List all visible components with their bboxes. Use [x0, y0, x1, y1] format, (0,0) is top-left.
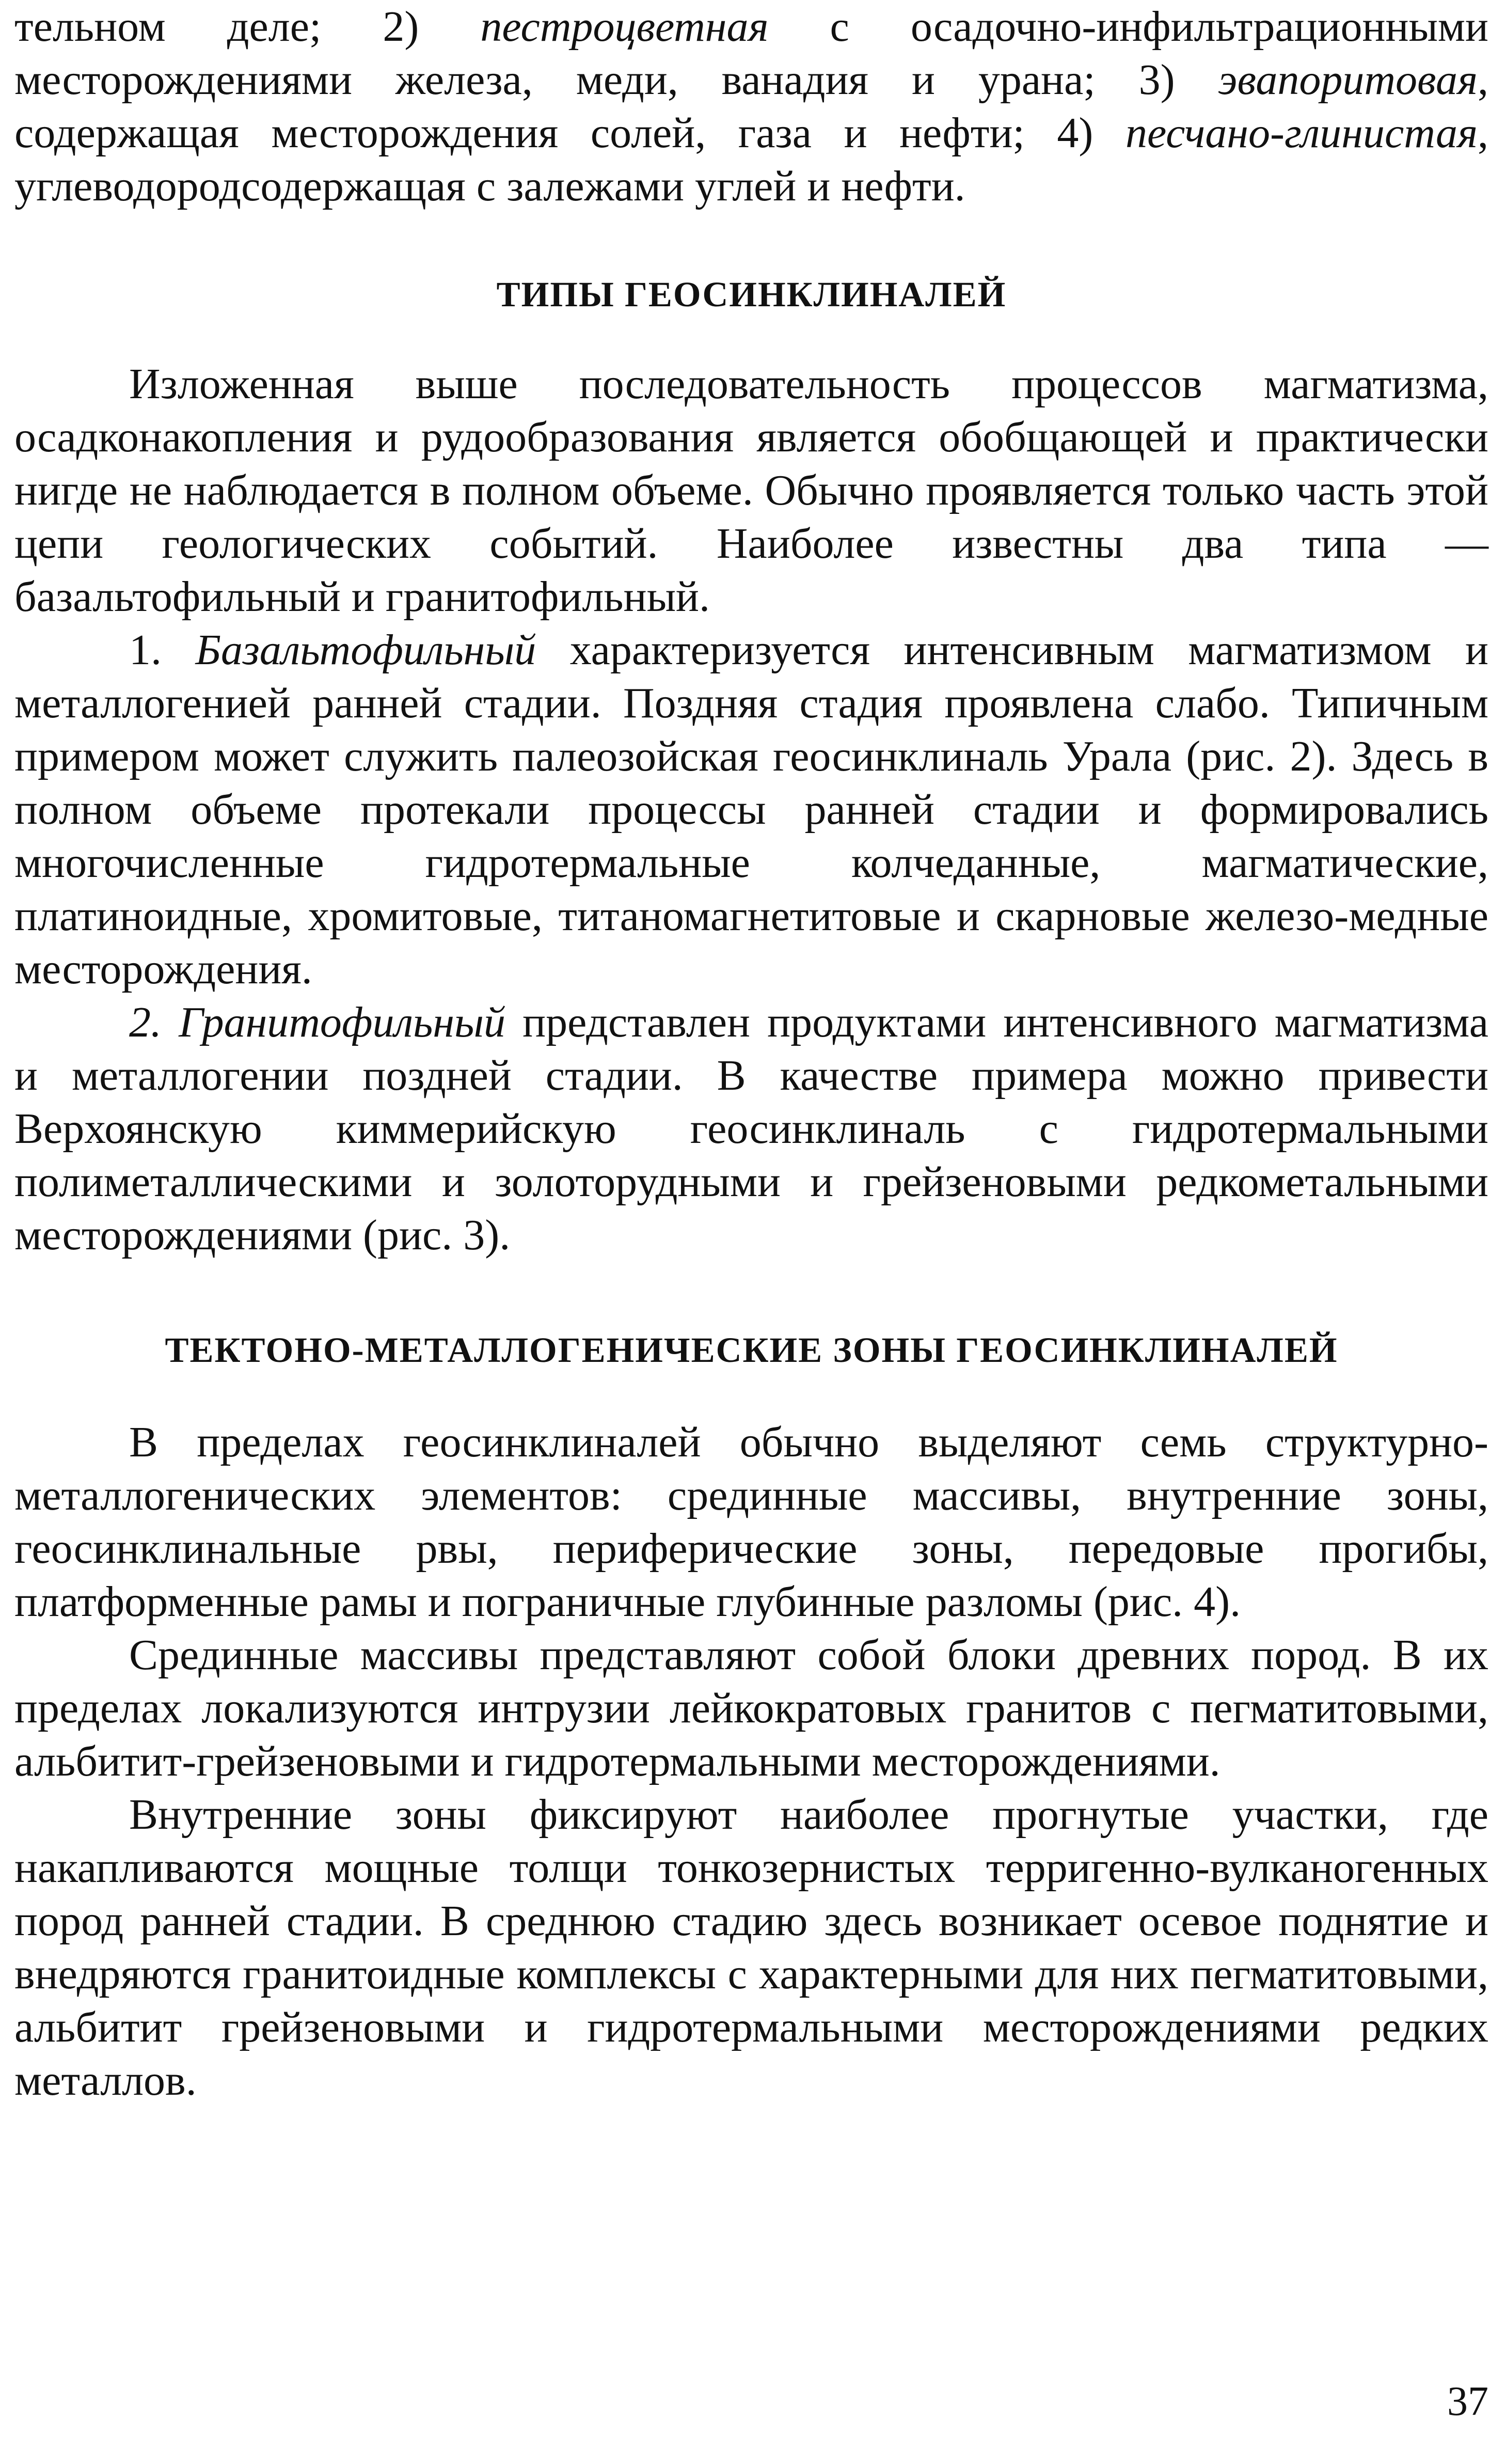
text-run: характеризуется интенсивным магматизмом и металлогенией ранней стадии. Поздняя стадия проявлена слабо. Типичным примером может служить палеозойская геосинклиналь Урала (рис. 2). Здесь в полном объеме протекали процессы ранней стадии и формировались многочисленные гидротермальные колчеданные, магматические, платиноидные, хромитовые, титаномагнетитовые и скарновые железо-медные месторождения.: [14, 626, 1488, 993]
text-run: , углеводородсодержащая с залежами углей и нефти.: [14, 109, 1488, 210]
paragraph-intro: [14, 0, 1488, 213]
italic-term: пестроцветная: [480, 3, 769, 51]
italic-term: Гранитофильный: [179, 998, 505, 1046]
section-heading-types: ТИПЫ ГЕОСИНКЛИНАЛЕЙ: [496, 275, 1007, 314]
list-number: 2.: [129, 998, 179, 1046]
page-text: [14, 0, 1488, 2107]
italic-term: Базальтофильный: [195, 626, 536, 674]
list-number: 1.: [129, 626, 196, 674]
paragraph-basaltophile: [14, 623, 1488, 996]
paragraph-zones: В пределах геосинклиналей обычно выделяют семь структурно-металлогенических элементов: срединные массивы, внутренние зоны, геосинклинальные рвы, периферические зоны, передовые прогибы, платформенные рамы и пограничные глубинные разломы (рис. 4).: [14, 1418, 1488, 1626]
paragraph-median-massifs: Срединные массивы представляют собой блоки древних пород. В их пределах локализуются интрузии лейкократовых гранитов с пегматитовыми, альбитит-грейзеновыми и гидротермальными месторождениями.: [14, 1631, 1488, 1785]
paragraph-granitophile: [14, 996, 1488, 1262]
text-run: с осадочно-инфильтрационными месторождениями железа, меди, ванадия и урана; 3): [14, 3, 1488, 104]
page-number: 37: [1447, 2379, 1488, 2424]
italic-term: песчано-глинистая: [1125, 109, 1478, 157]
section-heading-zones: ТЕКТОНО-МЕТАЛЛОГЕНИЧЕСКИЕ ЗОНЫ ГЕОСИНКЛИНАЛЕЙ: [165, 1330, 1338, 1370]
italic-term: эвапоритовая: [1218, 56, 1478, 104]
paragraph-inner-zones: Внутренние зоны фиксируют наиболее прогнутые участки, где накапливаются мощные толщи тонкозернистых терригенно-вулканогенных пород ранней стадии. В среднюю стадию здесь возникает осевое поднятие и внедряются гранитоидные комплексы с характерными для них пегматитовыми, альбитит грейзеновыми и гидротермальными месторождениями редких металлов.: [14, 1791, 1488, 2105]
text-run: тельном деле; 2): [14, 3, 481, 51]
text-run: , содержащая месторождения солей, газа и нефти; 4): [14, 56, 1488, 157]
text-run: представлен продуктами интенсивного магматизма и металлогении поздней стадии. В качестве примера можно привести Верхоянскую киммерийскую геосинклиналь с гидротермальными полиметаллическими и золоторудными и грейзеновыми редкометальными месторождениями (рис. 3).: [14, 998, 1488, 1259]
paragraph-sequence: Изложенная выше последовательность процессов магматизма, осадконакопления и рудообразования является обобщающей и практически нигде не наблюдается в полном объеме. Обычно проявляется только часть этой цепи геологических событий. Наиболее известны два типа — базальтофильный и гранитофильный.: [14, 360, 1488, 621]
